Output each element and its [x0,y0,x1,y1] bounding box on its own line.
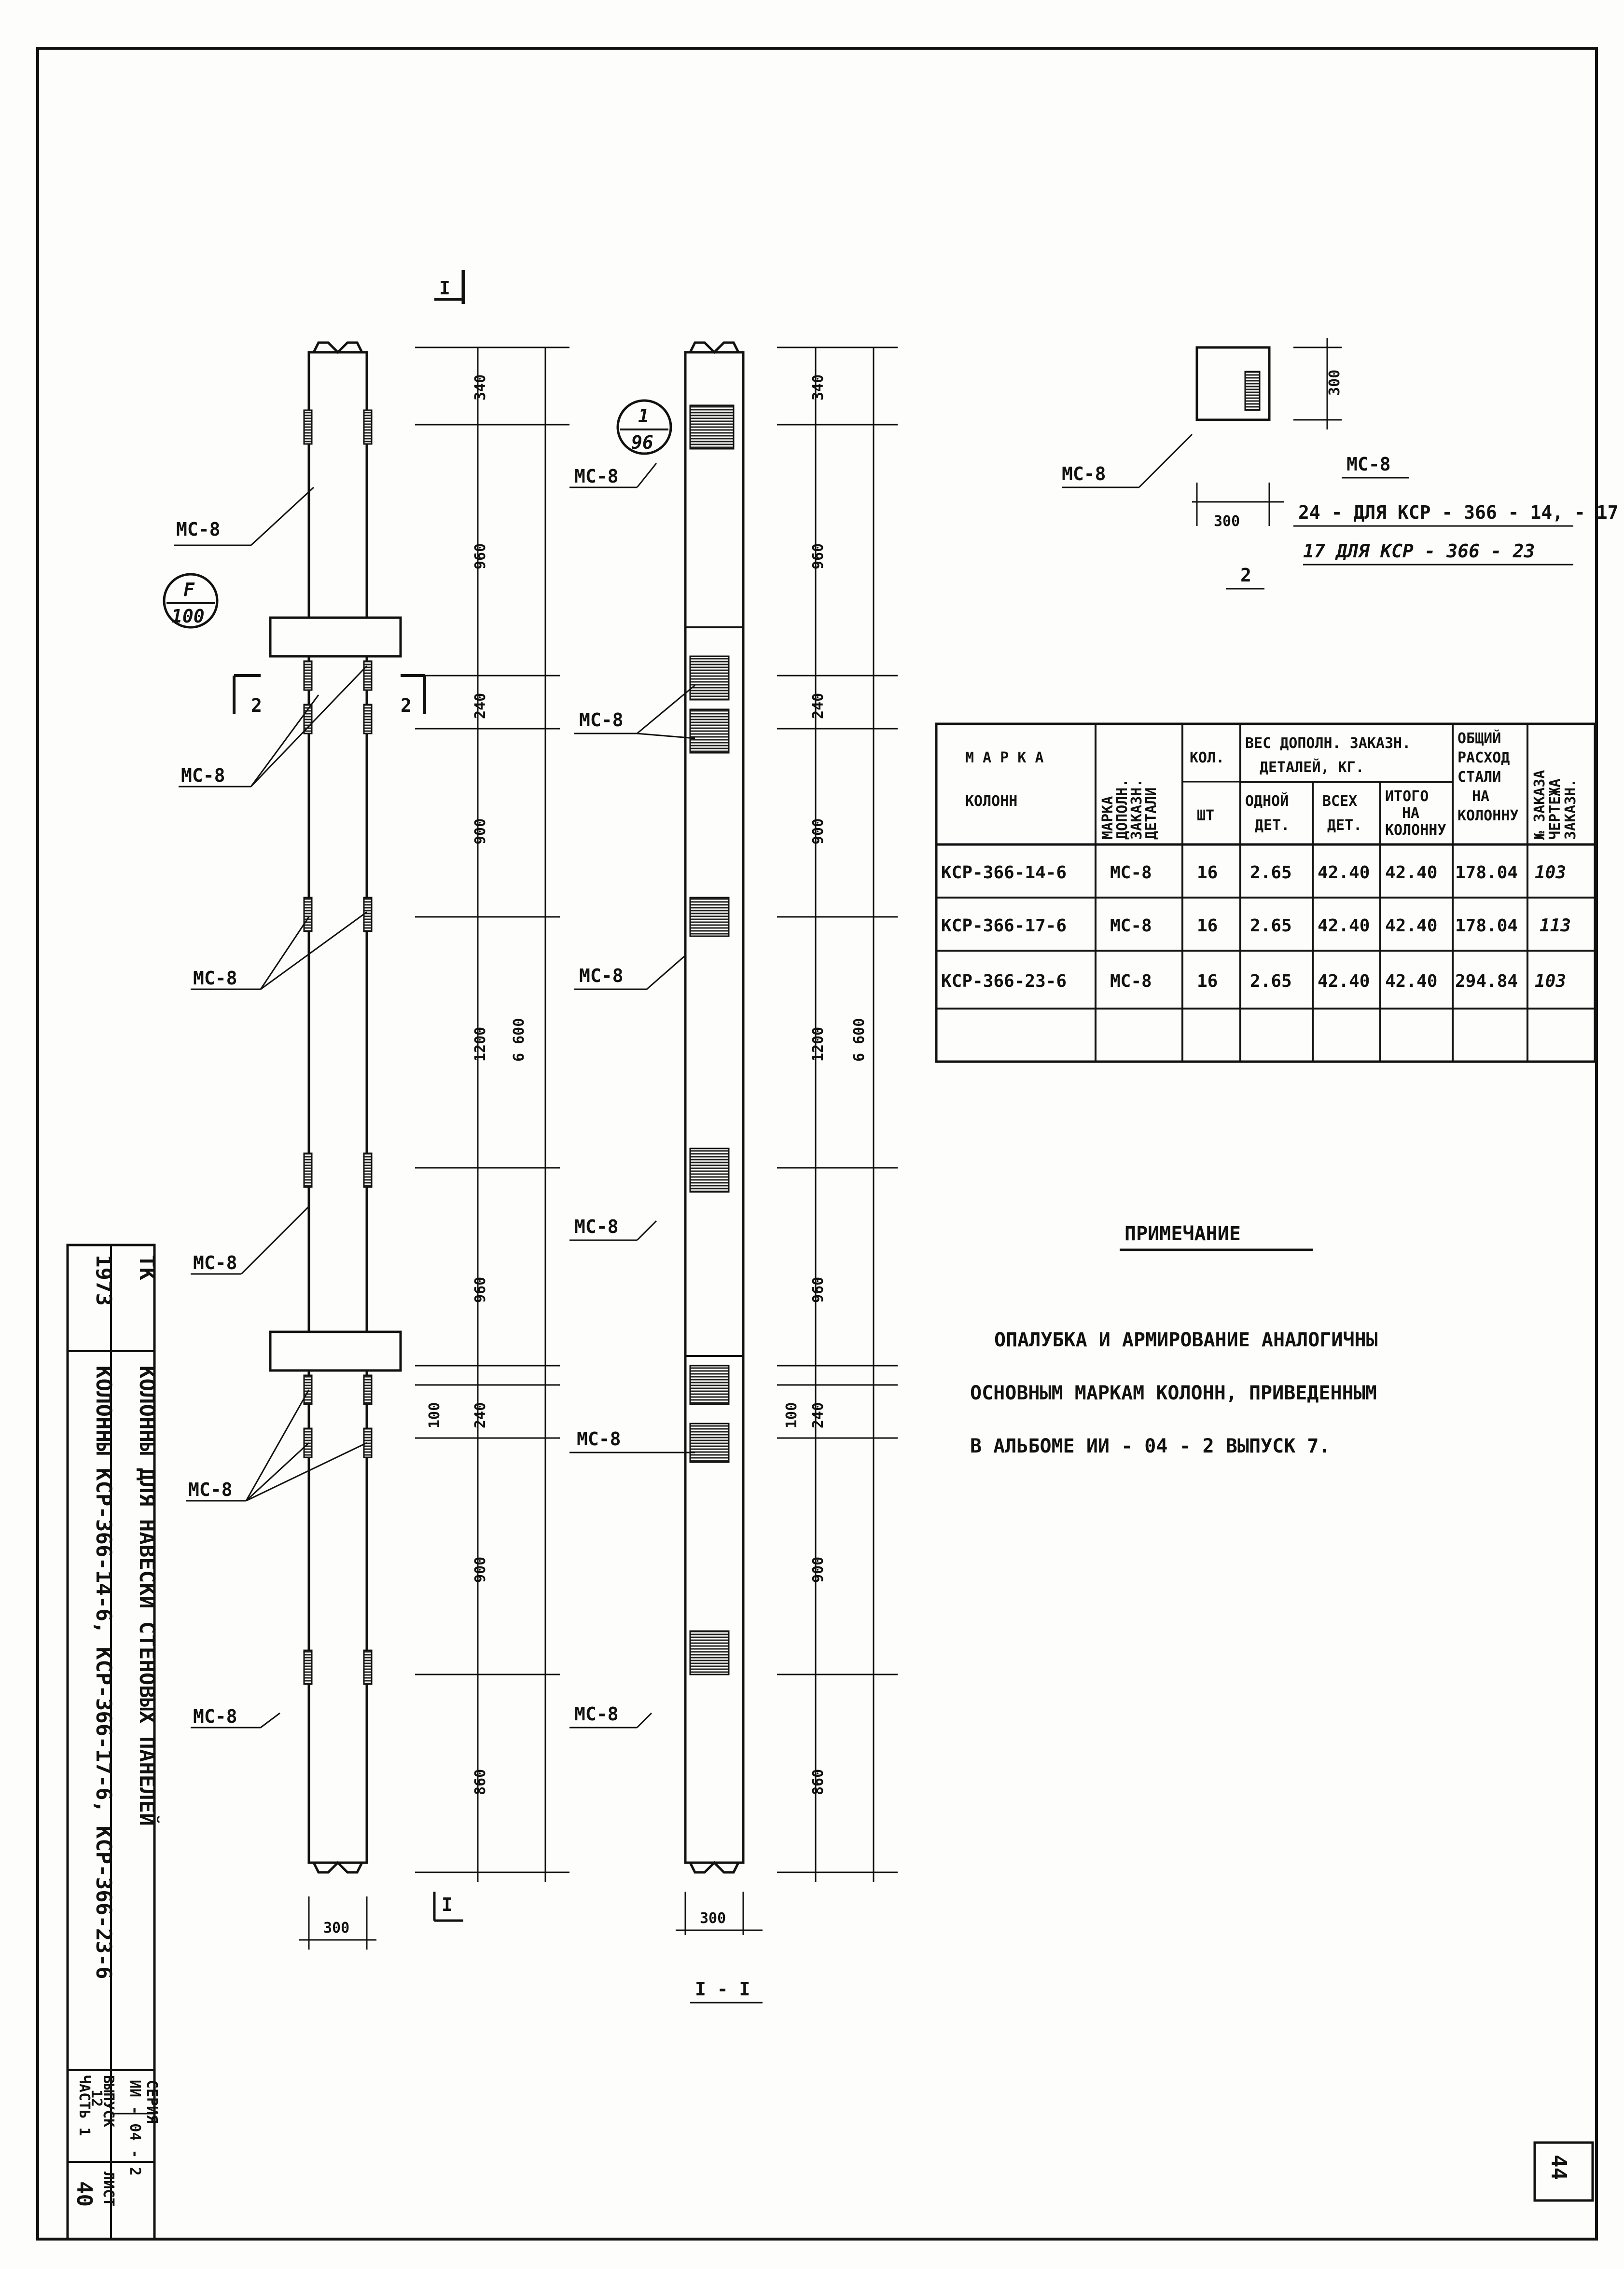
drawing-text: ЗАКАЗН. [1562,778,1579,840]
left-column-body [309,352,367,1863]
drawing-text: НА [1402,805,1420,822]
note-title: ПРИМЕЧАНИЕ [1124,1223,1241,1245]
dim-chain-right-labels [783,374,827,1795]
note-block [970,1223,1378,1457]
drawing-text: 240 [472,1402,489,1428]
right-label-mc8: МС-8 [579,709,624,731]
left-bracket-lower [270,1332,401,1370]
drawing-text: 42.40 [1385,971,1438,991]
drawing-text: ДЕТ. [1255,817,1290,834]
stamp-subtitle: КОЛОННЫ КСР-366-14-6, КСР-366-17-6, КСР-366-23-6 [91,1366,116,1979]
drawing-text: МС-8 [1110,971,1152,991]
left-label-mc8: МС-8 [193,1252,237,1273]
drawing-text: КОЛ. [1190,749,1225,766]
drawing-text: КОЛОНН [965,793,1018,810]
left-width-dim-text: 300 [323,1920,350,1937]
drawing-text: КСР-366-23-6 [941,971,1067,991]
dim-chain-left [415,347,569,1882]
drawing-text: ДОПОЛН. [1114,778,1131,840]
right-width-dim-text: 300 [700,1910,726,1927]
drawing-text: МС-8 [1110,916,1152,936]
overall-dim-right: 6 600 [851,1018,868,1062]
stamp-series-label: СЕРИЯ [143,2080,160,2124]
drawing-text: КСР-366-14-6 [941,863,1067,883]
drawing-text: 240 [810,692,827,719]
cut-mark-label-left: 2 [251,695,262,716]
stamp-part: ЧАСТЬ 1 [76,2075,93,2136]
drawing-text: КОЛОННУ [1385,822,1446,839]
table-row [941,971,1566,991]
detail-height-dim: 300 [1326,369,1343,396]
drawing-text: 16 [1197,863,1218,883]
drawing-text: 100 [783,1402,800,1428]
drawing-text: 178.04 [1455,916,1518,936]
right-column [685,343,743,1872]
right-label-mc8: МС-8 [574,1216,619,1237]
left-column [270,343,401,1872]
drawing-text: 103 [1535,863,1567,883]
drawing-text: 16 [1197,916,1218,936]
stamp-org: ТК [135,1255,159,1280]
drawing-text: ЗАКАЗН. [1128,778,1145,840]
drawing-text: 2.65 [1250,971,1292,991]
drawing-text: СТАЛИ [1457,769,1501,786]
drawing-text: РАСХОД [1457,749,1510,766]
drawing-text: 16 [1197,971,1218,991]
drawing-text: ШТ [1197,807,1215,824]
drawing-text: 900 [810,1556,827,1583]
overall-dim: 6 600 [511,1018,527,1062]
drawing-text: ВЕС ДОПОЛН. ЗАКАЗН. [1245,735,1411,752]
drawing-text: КСР-366-17-6 [941,916,1067,936]
right-callout-num: 1 [638,405,649,427]
section-mark-label: I [439,277,450,299]
left-label-mc8: МС-8 [176,519,221,540]
page-number: 44 [1546,2155,1571,2180]
table-row [941,863,1566,883]
drawing-text: 42.40 [1385,863,1438,883]
stamp-issue-label: ВЫПУСК [100,2075,117,2128]
drawing-text: ДЕТ. [1327,817,1362,834]
left-callout [164,574,217,627]
drawing-text: 42.40 [1318,863,1370,883]
section-mark-top [434,270,463,304]
cut-mark-label-right: 2 [401,695,412,716]
drawing-text: 42.40 [1318,971,1370,991]
right-callout-den: 96 [631,432,653,453]
left-label-mc8: МС-8 [181,765,225,786]
drawing-text: 42.40 [1385,916,1438,936]
left-callout-num: F [183,579,194,600]
drawing-text: 960 [472,543,489,569]
stamp-sheet-label: ЛИСТ [100,2172,117,2207]
drawing-text: 103 [1535,971,1567,991]
drawing-text: М А Р К А [965,749,1044,766]
drawing-text: КОЛОННУ [1457,807,1519,824]
drawing-text: 100 [426,1402,443,1428]
drawing-text: 900 [472,818,489,844]
drawing-text: 178.04 [1455,863,1518,883]
drawing-text: ИТОГО [1385,788,1429,805]
drawing-text: ДЕТАЛЕЙ, КГ. [1260,759,1364,776]
stamp-year: 1973 [91,1255,116,1306]
drawing-text: 42.40 [1318,916,1370,936]
cut-marks [234,676,425,714]
right-section-label: I - I [695,1978,750,2000]
drawing-text: 240 [472,692,489,719]
drawing-text: 294.84 [1455,971,1518,991]
drawing-text: 240 [810,1402,827,1428]
drawing-text: 1200 [810,1026,827,1062]
drawing-text: 960 [472,1276,489,1303]
drawing-text: МС-8 [1110,863,1152,883]
drawing-text: ДЕТАЛИ [1143,787,1160,840]
stamp-sheet-no: 40 [72,2181,97,2207]
drawing-text: 340 [810,374,827,401]
detail-line1: 24 - ДЛЯ КСР - 366 - 14, - 17 [1298,502,1619,523]
drawing-text: 860 [472,1769,489,1795]
dim-chain-right [777,347,898,1882]
table-row [941,916,1571,936]
drawing-text: 900 [472,1556,489,1583]
right-callout [618,401,671,454]
drawing-text: 1200 [472,1026,489,1062]
drawing-text: 960 [810,1276,827,1303]
left-underlines [174,545,261,1728]
note-line: В АЛЬБОМЕ ИИ - 04 - 2 ВЫПУСК 7. [970,1435,1331,1457]
left-callout-den: 100 [171,606,205,627]
left-label-mc8: МС-8 [193,1706,237,1727]
left-bracket-upper [270,618,401,656]
drawing-text: 2.65 [1250,916,1292,936]
drawing-text: 900 [810,818,827,844]
stamp-issue: 12 [88,2089,105,2107]
left-label-mc8: МС-8 [188,1479,233,1500]
drawing-text: 960 [810,543,827,569]
detail-width-dim: 300 [1214,513,1240,530]
right-label-mc8: МС-8 [577,1428,621,1450]
stamp-title: КОЛОННЫ ДЛЯ НАВЕСКИ СТЕНОВЫХ ПАНЕЛЕЙ [135,1366,159,1826]
drawing-text: ВСЕХ [1322,793,1358,810]
drawing-text: ЧЕРТЕЖА [1547,778,1564,840]
dim-chain-left-labels [426,374,489,1795]
drawing-text: ОДНОЙ [1245,793,1289,810]
drawing-text: НА [1472,788,1490,805]
detail-line2: 17 ДЛЯ КСР - 366 - 23 [1303,540,1535,562]
drawing-text: 2.65 [1250,863,1292,883]
detail-leader-label: МС-8 [1062,463,1106,484]
drawing-text: ОБЩИЙ [1457,730,1501,747]
right-label-mc8: МС-8 [574,1703,619,1725]
detail-title: МС-8 [1346,454,1391,475]
note-line: ОПАЛУБКА И АРМИРОВАНИЕ АНАЛОГИЧНЫ [994,1329,1378,1351]
left-label-mc8: МС-8 [193,968,237,989]
detail-section-label: 2 [1240,565,1251,586]
drawing-text: 113 [1540,916,1571,936]
section-mark-bottom-label: I [442,1894,453,1915]
drawing-text: № ЗАКАЗА [1531,770,1548,840]
drawing-text: 860 [810,1769,827,1795]
stamp-series: ИИ - 04 - 2 [126,2080,143,2176]
right-leaders [569,463,695,1728]
right-label-mc8: МС-8 [579,965,624,986]
right-label-mc8: МС-8 [574,466,619,487]
note-line: ОСНОВНЫМ МАРКАМ КОЛОНН, ПРИВЕДЕННЫМ [970,1382,1377,1404]
drawing-text: МАРКА [1099,796,1116,840]
drawing-text: 340 [472,374,489,401]
